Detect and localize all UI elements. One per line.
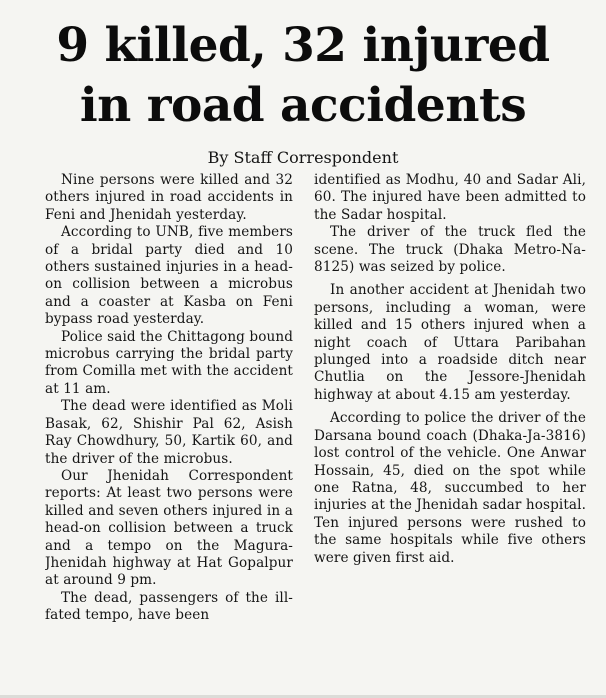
paragraph: Police said the Chittagong bound microbus carrying the bridal party from Comilla met with the accident at 11 am. [45,328,293,397]
article-column-left [45,172,293,692]
byline: By Staff Correspondent [207,148,399,167]
paragraph: The driver of the truck fled the scene. The truck (Dhaka Metro-Na-8125) was seized by police. [314,224,586,276]
paragraph: Nine persons were killed and 32 others injured in road accidents in Feni and Jhenidah yesterday. [45,172,293,223]
headline-line-2: in road accidents [79,78,527,133]
paragraph: Our Jhenidah Correspondent reports: At least two persons were killed and seven others injured in a head-on collision between a truck and a tempo on the Magura-Jhenidah highway at Hat Gopalpur at around 9 pm. [45,467,293,589]
paragraph: According to UNB, five members of a bridal party died and 10 others sustained injuries in a head-on collision between a microbus and a coaster at Kasba on Feni bypass road yesterday. [45,224,293,328]
paragraph: identified as Modhu, 40 and Sadar Ali, 60. The injured have been admitted to the Sadar hospital. [314,172,586,223]
paragraph: The dead, passengers of the ill-fated tempo, have been [45,589,293,624]
paragraph: According to police the driver of the Darsana bound coach (Dhaka-Ja-3816) lost control of the vehicle. One Anwar Hossain, 45, died on the spot while one Ratna, 48, succumbed to her injuries at the Jhenidah sadar hospital. Ten injured persons were rushed to the same hospitals while five others were given first aid. [314,410,586,566]
paragraph: The dead were identified as Moli Basak, 62, Shishir Pal 62, Asish Ray Chowdhury, 50, Kartik 60, and the driver of the microbus. [45,398,293,467]
paragraph: In another accident at Jhenidah two persons, including a woman, were killed and 15 others injured when a night coach of Uttara Paribahan plunged into a roadside ditch near Chutlia on the Jessore-Jhenidah highway at about 4.15 am yesterday. [314,282,586,403]
headline-line-1: 9 killed, 32 injured [56,18,550,73]
article-column-right [314,172,586,692]
